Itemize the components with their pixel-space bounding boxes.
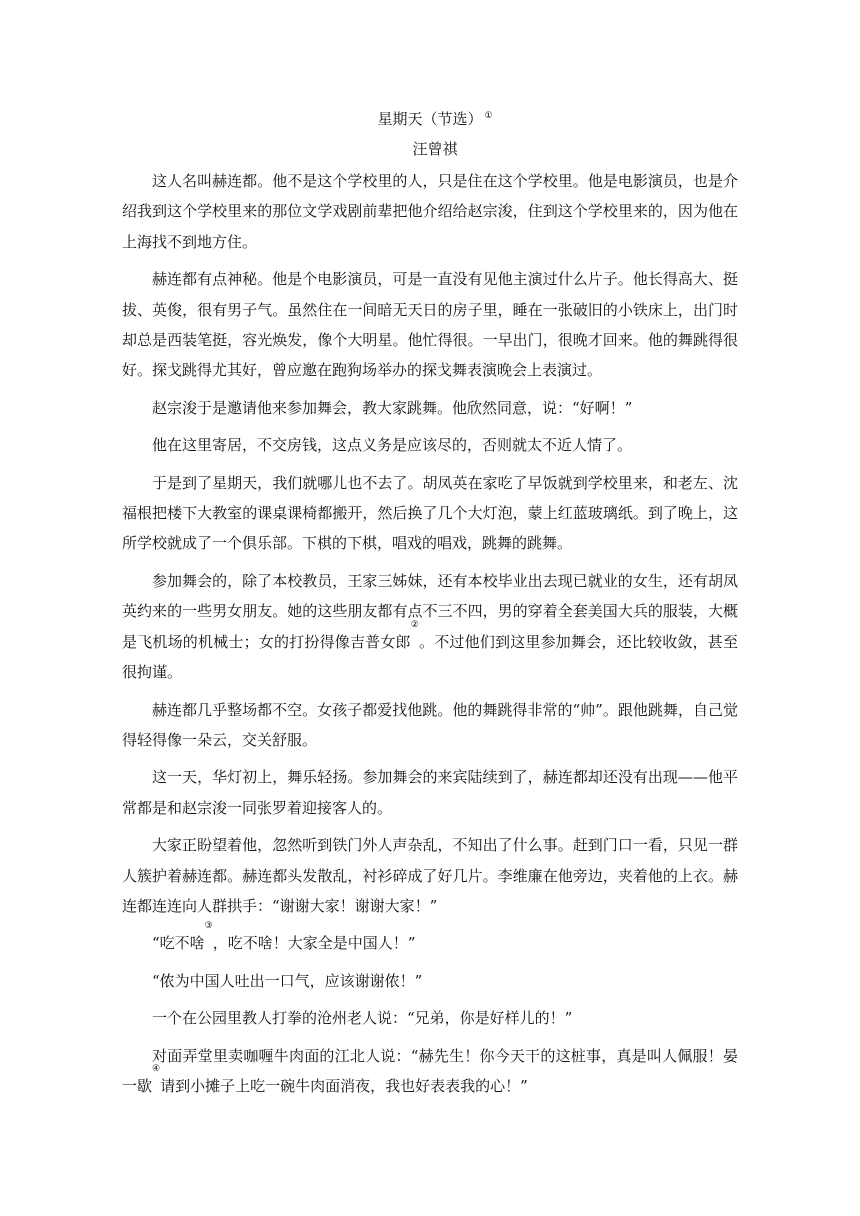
paragraph-text: 这人名叫赫连都。他不是这个学校里的人，只是住在这个学校里。他是电影演员，也是介绍我到这个学校里来的那位文学戏剧前辈把他介绍给赵宗浚，住到这个学校里来的，因为他在上海找不到地方住。	[122, 172, 738, 251]
paragraph-text: 赵宗浚于是邀请他来参加舞会，教大家跳舞。他欣然同意，说：“好啊！”	[152, 398, 633, 417]
paragraph-text: “吃不啥	[152, 934, 205, 953]
document-page	[122, 104, 738, 1108]
paragraph-text: 这一天，华灯初上，舞乐轻扬。参加舞会的来宾陆续到了，赫连都却还没有出现——他平常都是和赵宗浚一同张罗着迎接客人的。	[122, 768, 738, 817]
paragraph-text: 大家正盼望着他，忽然听到铁门外人声杂乱，不知出了什么事。赶到门口一看，只见一群人簇护着赫连都。赫连都头发散乱，衬衫碎成了好几片。李维廉在他旁边，夹着他的上衣。赫连都连连向人群拱手：“谢谢大家！谢谢大家！”	[122, 836, 738, 915]
document-title	[132, 104, 738, 134]
paragraph-text: “侬为中国人吐出一口气，应该谢谢侬！”	[152, 971, 423, 990]
paragraph	[122, 966, 738, 996]
paragraph-text: 。不过他们到这里参加舞会，还比较收敛，甚至很拘谨。	[122, 632, 738, 682]
paragraph	[122, 566, 738, 688]
paragraph-text: ，吃不啥！大家全是中国人！”	[212, 934, 416, 953]
footnote-marker: ④	[152, 1063, 161, 1074]
paragraph	[122, 1003, 738, 1033]
paragraph	[122, 430, 738, 460]
title-text: 星期天（节选）	[377, 110, 483, 128]
footnote-marker: ②	[410, 619, 420, 630]
paragraph	[122, 264, 738, 386]
paragraph-text: 请到小摊子上吃一碗牛肉面消夜，我也好表表我的心！”	[160, 1076, 528, 1095]
footnote-marker: ③	[204, 921, 213, 932]
paragraph	[122, 393, 738, 423]
paragraph	[122, 166, 738, 257]
paragraph	[122, 1041, 738, 1102]
paragraph-text: 于是到了星期天，我们就哪儿也不去了。胡凤英在家吃了早饭就到学校里来，和老左、沈福根把楼下大教室的课桌课椅都搬开，然后换了几个大灯泡，蒙上红蓝玻璃纸。到了晚上，这所学校就成了一个俱乐部。下棋的下棋，唱戏的唱戏，跳舞的跳舞。	[122, 473, 738, 553]
author-name: 汪曾祺	[412, 140, 458, 158]
paragraph	[122, 830, 738, 921]
paragraph	[122, 762, 738, 823]
title-footnote-marker: ①	[484, 111, 493, 121]
paragraph-text: 他在这里寄居，不交房钱，这点义务是应该尽的，否则就太不近人情了。	[152, 436, 633, 455]
paragraph-text: 赫连都有点神秘。他是个电影演员，可是一直没有见他主演过什么片子。他长得高大、挺拔、英俊，很有男子气。虽然住在一间暗无天日的房子里，睡在一张破旧的小铁床上，出门时却总是西装笔挺，容光焕发，像个大明星。他忙得很。一早出门，很晚才回来。他的舞跳得很好。探戈跳得尤其好，曾应邀在跑狗场举办的探戈舞表演晚会上表演过。	[122, 270, 738, 380]
paragraph	[122, 695, 738, 756]
paragraph	[122, 921, 738, 958]
paragraph-text: 对面弄堂里卖咖喱牛肉面的江北人说：“赫先生！你今天干的这桩事，真是叫人佩服！晏一歇	[122, 1046, 738, 1095]
paragraph-text: 参加舞会的，除了本校教员，王家三姊妹，还有本校毕业出去现已就业的女生，还有胡凤英约来的一些男女朋友。她的这些朋友都有点不三不四，男的穿着全套美国大兵的服装，大概是飞机场的机械士；女的打扮得像吉普女郎	[122, 571, 738, 651]
paragraph-text: 赫连都几乎整场都不空。女孩子都爱找他跳。他的舞跳得非常的“帅”。跟他跳舞，自己觉得轻得像一朵云，交关舒服。	[122, 700, 738, 749]
paragraph	[122, 468, 738, 559]
paragraph-text: 一个在公园里教人打拳的沧州老人说：“兄弟，你是好样儿的！”	[152, 1009, 573, 1028]
